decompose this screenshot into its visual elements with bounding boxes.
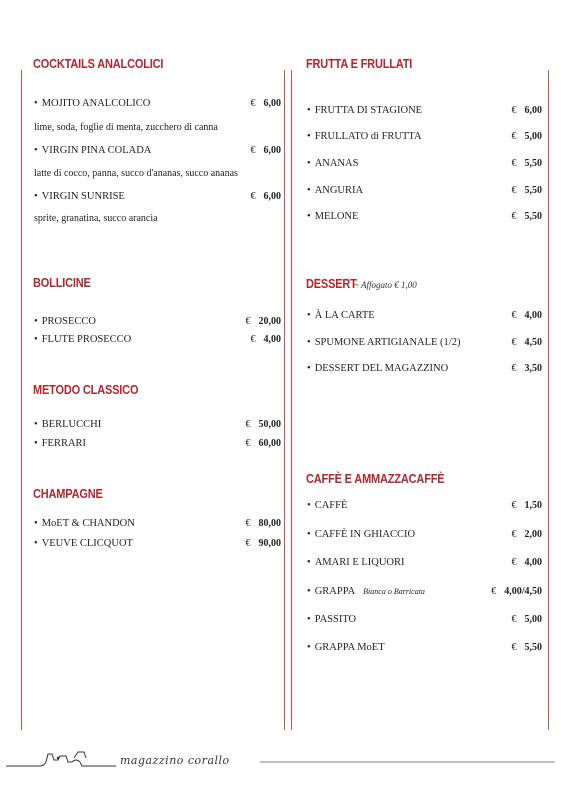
menu-item: • ANANAS (307, 158, 359, 169)
menu-item: • ANGURIA (307, 185, 364, 196)
menu-item-price: € 90,00 (245, 538, 281, 549)
menu-item: • À LA CARTE (307, 310, 375, 321)
menu-item-price: € 6,00 (250, 191, 281, 202)
menu-item-price: € 5,50 (511, 211, 542, 222)
menu-item: • FRUTTA DI STAGIONE (307, 105, 423, 116)
menu-item: • FERRARI (34, 438, 87, 449)
section-title-metodo-classico: METODO CLASSICO (33, 383, 139, 397)
menu-item-price: € 5,00 (511, 131, 542, 142)
menu-item: • AMARI E LIQUORI (307, 557, 405, 568)
menu-item-price: € 4,00 (511, 310, 542, 321)
menu-item-price: € 4,50 (511, 337, 542, 348)
menu-item-description: latte di cocco, panna, succo d'ananas, succo ananas (34, 168, 238, 179)
right-column-rule-inner (291, 70, 292, 730)
menu-item: • VIRGIN SUNRISE (34, 191, 125, 202)
menu-item-price: € 4,00 (250, 334, 281, 345)
menu-item: • FLUTE PROSECCO (34, 334, 132, 345)
footer-logo (0, 740, 566, 780)
menu-item: • FRULLATO di FRUTTA (307, 131, 422, 142)
menu-item: • PROSECCO (34, 316, 96, 327)
menu-item-price: € 5,00 (511, 614, 542, 625)
menu-item-price: € 50,00 (245, 419, 281, 430)
menu-item-price: € 1,50 (511, 500, 542, 511)
section-title-cocktails: COCKTAILS ANALCOLICI (33, 57, 164, 71)
right-column-rule-outer (548, 70, 549, 730)
menu-item-price: € 6,00 (250, 98, 281, 109)
section-title-champagne: CHAMPAGNE (33, 487, 103, 501)
menu-item: • VEUVE CLICQUOT (34, 538, 133, 549)
menu-item-price: € 20,00 (245, 316, 281, 327)
menu-item-price: € 4,00 (511, 557, 542, 568)
logo-text: magazzino corallo (120, 754, 230, 767)
left-column-rule-inner (284, 70, 285, 730)
menu-item-description: lime, soda, foglie di menta, zucchero di canna (34, 122, 218, 133)
section-title-frutta: FRUTTA E FRULLATI (306, 57, 413, 71)
menu-item: • MOJITO ANALCOLICO (34, 98, 151, 109)
menu-item: • GRAPPA MoET (307, 642, 385, 653)
menu-item-price: € 3,50 (511, 363, 542, 374)
menu-item-price: € 5,50 (511, 158, 542, 169)
menu-item: • PASSITO (307, 614, 357, 625)
section-title-dessert: DESSERT (306, 277, 357, 291)
menu-item-price: € 6,00 (511, 105, 542, 116)
menu-item-price: € 4,00/4,50 (491, 586, 542, 597)
left-column-rule-outer (21, 70, 22, 730)
menu-item: • CAFFÈ (307, 500, 348, 511)
menu-item: • SPUMONE ARTIGIANALE (1/2) (307, 337, 461, 348)
menu-item-description: sprite, granatina, succo arancia (34, 213, 158, 224)
dessert-note: ~ Affogato € 1,00 (354, 280, 417, 290)
menu-item-note: Bianca o Barricata (363, 587, 425, 596)
menu-item-price: € 5,50 (511, 185, 542, 196)
menu-item: • GRAPPA Bianca o Barricata (307, 586, 425, 597)
menu-item: • MoET & CHANDON (34, 518, 135, 529)
section-title-caffe: CAFFÈ E AMMAZZACAFFÈ (306, 472, 445, 486)
menu-item-price: € 2,00 (511, 529, 542, 540)
logo-drawing-icon (0, 740, 566, 780)
menu-item: • MELONE (307, 211, 359, 222)
menu-item-price: € 5,50 (511, 642, 542, 653)
menu-item-price: € 60,00 (245, 438, 281, 449)
menu-item: • DESSERT DEL MAGAZZINO (307, 363, 449, 374)
menu-item: • CAFFÈ IN GHIACCIO (307, 529, 416, 540)
menu-item-price: € 6,00 (250, 145, 281, 156)
menu-item: • VIRGIN PINA COLADA (34, 145, 152, 156)
menu-item-price: € 80,00 (245, 518, 281, 529)
menu-item: • BERLUCCHI (34, 419, 102, 430)
section-title-bollicine: BOLLICINE (33, 276, 91, 290)
